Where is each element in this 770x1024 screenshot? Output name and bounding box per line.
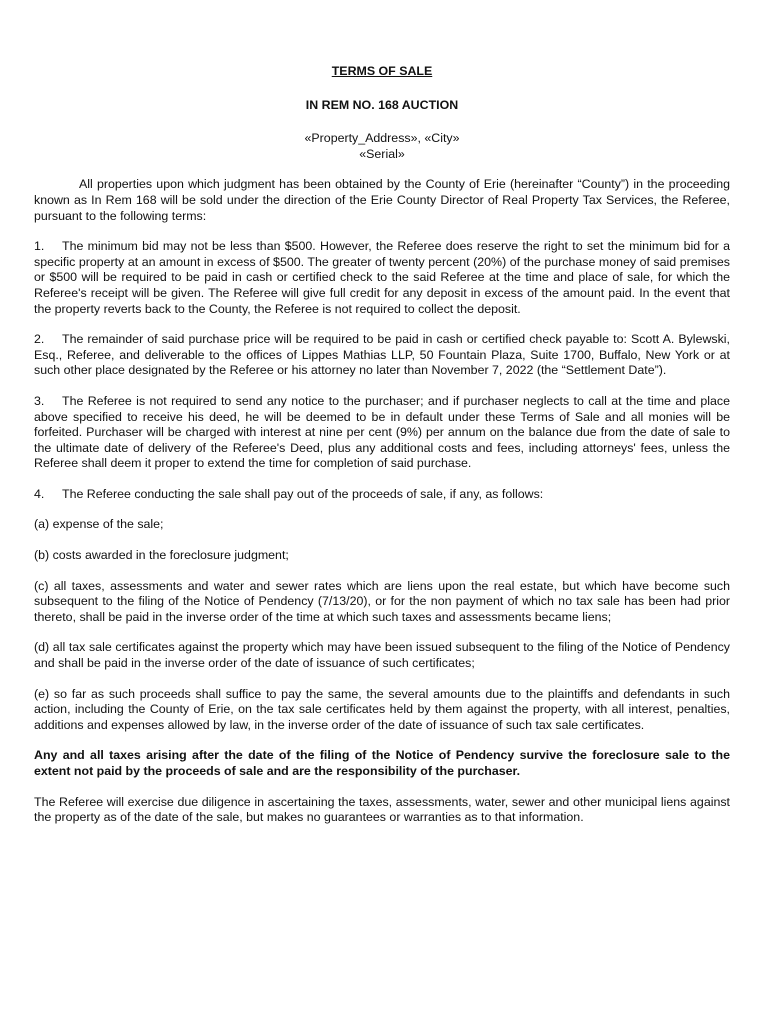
term-text: The Referee conducting the sale shall pay out of the proceeds of sale, if any, as follows: bbox=[62, 486, 544, 501]
sub-item-d: (d) all tax sale certificates against the property which may have been issued subsequent to the filing of the Notice of Pendency and shall be paid in the inverse order of the date of issuance of such certificates; bbox=[34, 640, 730, 671]
term-item-4 bbox=[34, 487, 730, 503]
sub-item-a: (a) expense of the sale; bbox=[34, 517, 164, 532]
term-number: 3. bbox=[34, 393, 45, 408]
term-item-2 bbox=[34, 332, 730, 379]
taxes-survive-notice: Any and all taxes arising after the date of the filing of the Notice of Pendency survive the foreclosure sale to the extent not paid by the proceeds of sale and are the responsibility of the purchaser. bbox=[34, 748, 730, 778]
auction-subtitle: IN REM NO. 168 AUCTION bbox=[305, 97, 459, 112]
document-title: TERMS OF SALE bbox=[331, 64, 433, 78]
intro-paragraph: All properties upon which judgment has been obtained by the County of Erie (hereinafter “County”) in the proceeding known as In Rem 168 will be sold under the direction of the Erie County Director of Real Property Tax Services, the Referee, pursuant to the following terms: bbox=[34, 177, 730, 223]
serial-field: «Serial» bbox=[359, 146, 405, 161]
term-text: The minimum bid may not be less than $500. However, the Referee does reserve the right to set the minimum bid for a specific property at an amount in excess of $500. The greater of twenty percent (20%) of the purchase money of said premises or $500 will be required to be paid in cash or certified check to the said Referee at the time and place of sale, for which the Referee's receipt will be given. The Referee will give full credit for any deposit in excess of the amount paid. In the event that the property reverts back to the County, the Referee is not required to collect the deposit. bbox=[34, 239, 730, 316]
term-text: The Referee is not required to send any notice to the purchaser; and if purchaser neglects to call at the time and place above specified to receive his deed, he will be deemed to be in default under these Terms of Sale and all monies will be forfeited. Purchaser will be charged with interest at nine per cent (9%) per annum on the balance due from the date of sale to the ultimate date of delivery of the Referee's Deed, plus any additional costs and fees, including attorneys' fees, unless the Referee shall deem it proper to extend the time for completion of said purchase. bbox=[34, 393, 730, 471]
term-item-1 bbox=[34, 239, 730, 317]
term-number: 2. bbox=[34, 332, 45, 347]
term-number: 1. bbox=[34, 239, 45, 254]
property-address-field: «Property_Address», «City» bbox=[304, 131, 460, 146]
sub-item-b: (b) costs awarded in the foreclosure judgment; bbox=[34, 548, 289, 563]
sub-item-c: (c) all taxes, assessments and water and sewer rates which are liens upon the real estate, but which have become such subsequent to the filing of the Notice of Pendency (7/13/20), or for the non payment of which no tax sale has been had prior thereto, shall be paid in the inverse order of the time at which such taxes and assessments became liens; bbox=[34, 578, 730, 624]
term-number: 4. bbox=[34, 486, 45, 501]
term-item-3 bbox=[34, 394, 730, 472]
due-diligence-paragraph: The Referee will exercise due diligence in ascertaining the taxes, assessments, water, sewer and other municipal liens against the property as of the date of the sale, but makes no guarantees or warranties as to that information. bbox=[34, 794, 730, 825]
term-text: The remainder of said purchase price will be required to be paid in cash or certified check payable to: Scott A. Bylewski, Esq., Referee, and deliverable to the offices of Lippes Mathias LLP, 50 Fountain Plaza, Suite 1700, Buffalo, New York or at such other place designated by the Referee or his attorney no later than November 7, 2022 (the “Settlement Date”). bbox=[34, 332, 730, 378]
sub-item-e: (e) so far as such proceeds shall suffice to pay the same, the several amounts due to the plaintiffs and defendants in such action, including the County of Erie, on the tax sale certificates held by them against the property, with all interest, penalties, additions and expenses allowed by law, in the inverse order of the date of issuance of such tax sale certificates. bbox=[34, 686, 730, 732]
document-page bbox=[34, 64, 730, 841]
